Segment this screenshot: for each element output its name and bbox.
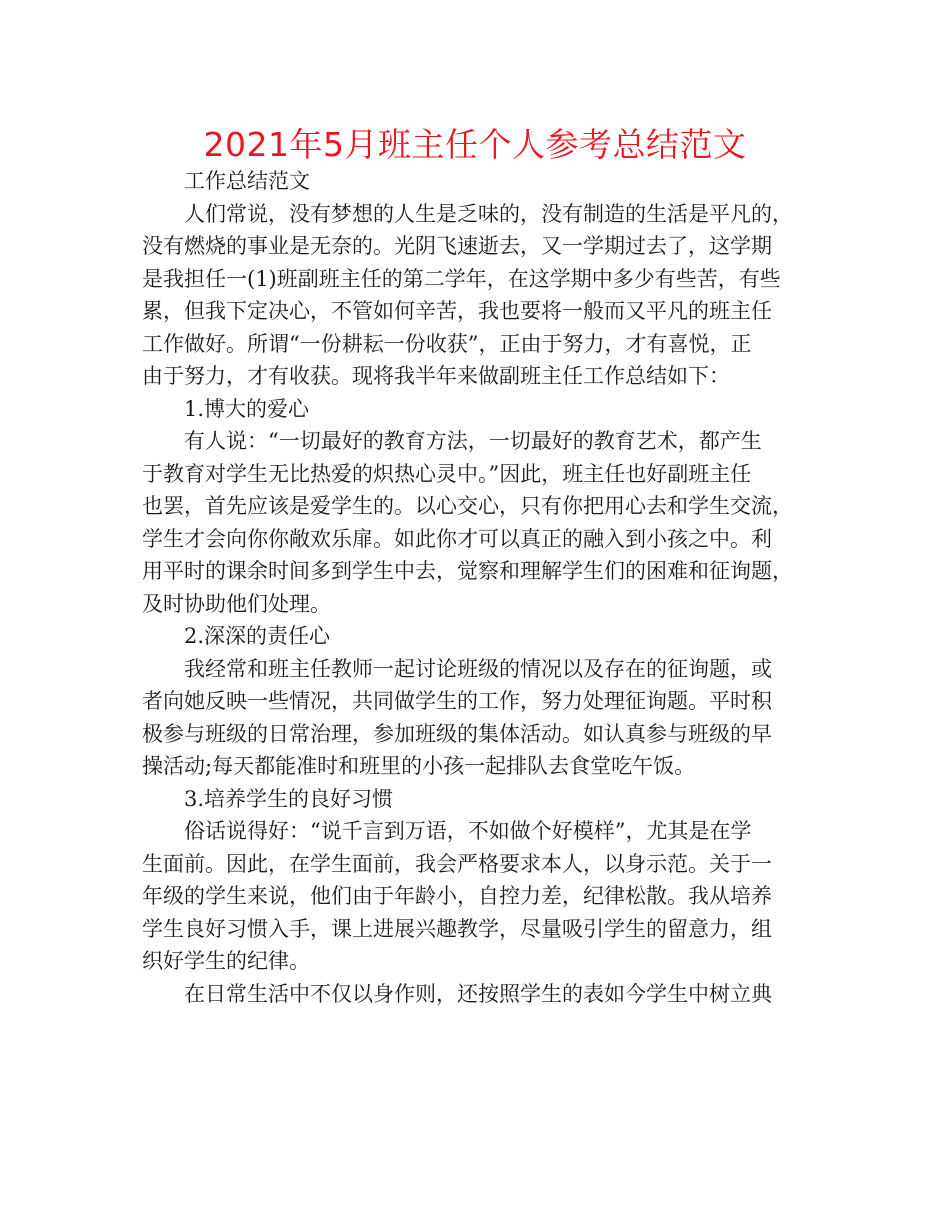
text-line-6: 工作做好。所谓“一份耕耘一份收获”，正由于努力，才有喜悦，正 xyxy=(142,331,752,356)
document-body xyxy=(142,165,808,1010)
section-heading-1: 1.博大的爱心 xyxy=(184,396,310,421)
text-line-12: 学生才会向你你敞欢乐扉。如此你才可以真正的融入到小孩之中。利 xyxy=(142,526,772,551)
document-title: 2021年5月班主任个人参考总结范文 xyxy=(203,125,747,164)
text-line-22: 生面前。因此，在学生面前，我会严格要求本人，以身示范。关于一 xyxy=(142,851,772,876)
text-line-5: 累，但我下定决心，不管如何辛苦，我也要将一般而又平凡的班主任 xyxy=(142,299,772,323)
text-line-1: 工作总结范文 xyxy=(184,169,310,193)
text-line-3: 没有燃烧的事业是无奈的。光阴飞速逝去，又一学期过去了，这学期 xyxy=(142,234,772,258)
section-heading-2: 2.深深的责任心 xyxy=(184,624,331,648)
text-line-4: 是我担任一(1)班副班主任的第二学年，在这学期中多少有些苦，有些 xyxy=(142,266,781,291)
section-heading-3: 3.培养学生的良好习惯 xyxy=(184,786,394,811)
text-line-21: 俗话说得好：“说千言到万语，不如做个好模样”，尤其是在学 xyxy=(184,819,752,843)
text-line-14: 及时协助他们处理。 xyxy=(142,591,331,616)
text-line-9: 有人说：“一切最好的教育方法，一切最好的教育艺术，都产生 xyxy=(184,429,762,453)
text-line-24: 学生良好习惯入手，课上进展兴趣教学，尽量吸引学生的留意力，组 xyxy=(142,916,772,941)
text-line-7: 由于努力，才有收获。现将我半年来做副班主任工作总结如下： xyxy=(142,364,730,388)
text-line-25: 织好学生的纪律。 xyxy=(142,949,310,973)
text-line-13: 用平时的课余时间多到学生中去，觉察和理解学生们的困难和征询题， xyxy=(142,559,793,583)
text-line-11: 也罢，首先应该是爱学生的。以心交心，只有你把用心去和学生交流， xyxy=(142,494,793,518)
text-line-23: 年级的学生来说，他们由于年龄小，自控力差，纪律松散。我从培养 xyxy=(142,884,772,908)
text-line-26: 在日常生活中不仅以身作则，还按照学生的表如今学生中树立典 xyxy=(184,981,772,1006)
text-line-16: 我经常和班主任教师一起讨论班级的情况以及存在的征询题，或 xyxy=(184,656,772,681)
text-line-10: 于教育对学生无比热爱的炽热心灵中。”因此，班主任也好副班主任 xyxy=(142,461,752,486)
text-line-18: 极参与班级的日常治理，参加班级的集体活动。如认真参与班级的早 xyxy=(142,721,772,746)
text-line-19: 操活动;每天都能准时和班里的小孩一起排队去食堂吃午饭。 xyxy=(142,754,696,778)
text-line-2: 人们常说，没有梦想的人生是乏味的，没有制造的生活是平凡的， xyxy=(184,201,793,226)
text-line-17: 者向她反映一些情况，共同做学生的工作，努力处理征询题。平时积 xyxy=(142,689,772,713)
